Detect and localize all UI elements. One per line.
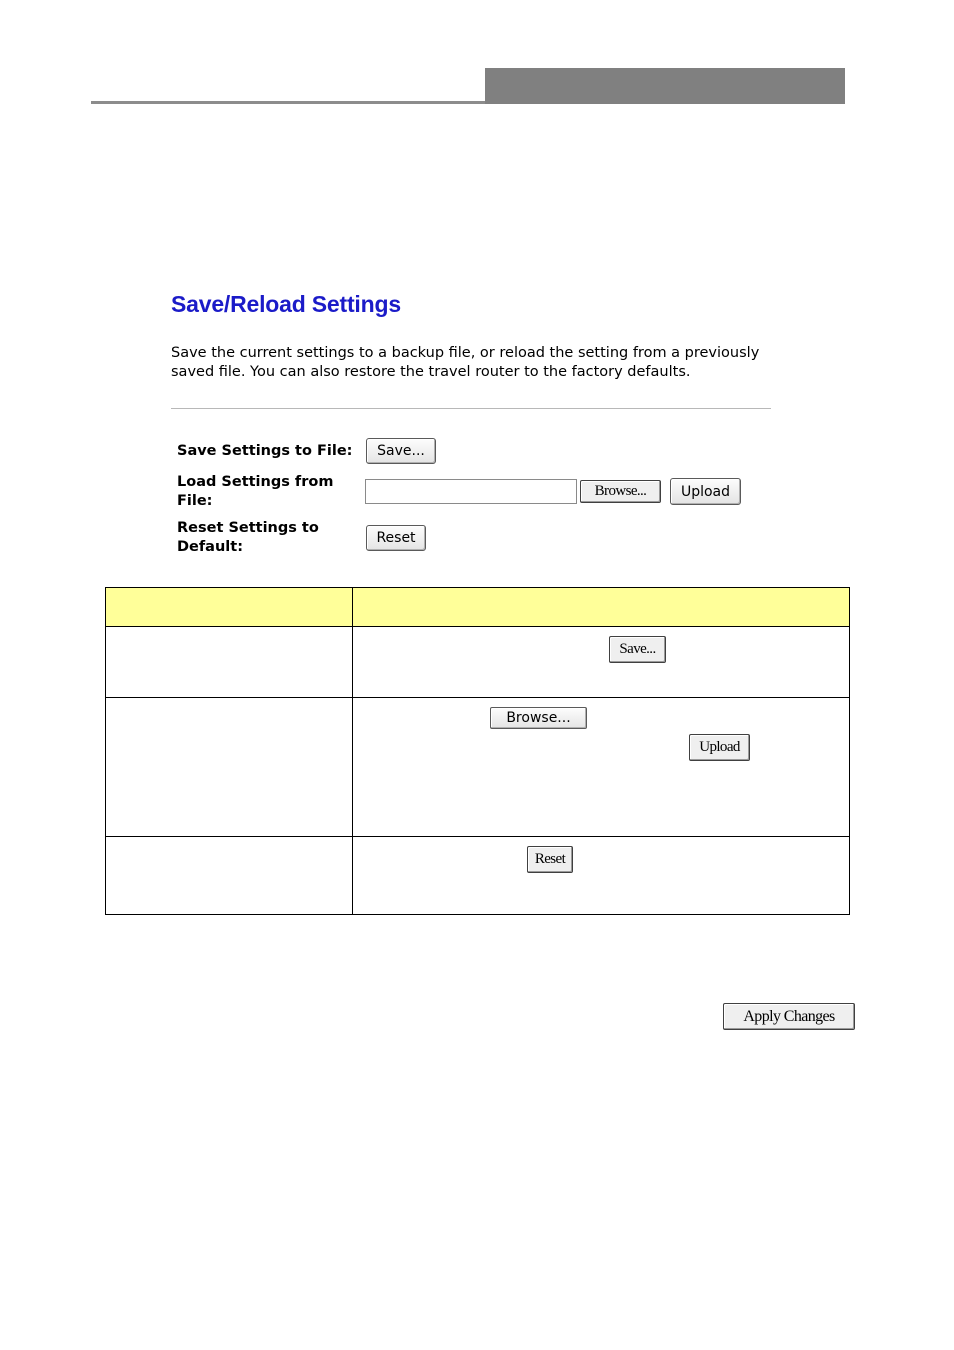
- load-settings-label: Load Settings from File:: [177, 474, 334, 509]
- table-row: [106, 697, 849, 836]
- settings-file-input[interactable]: [365, 479, 577, 504]
- column-divider: [352, 588, 353, 914]
- divider: [171, 408, 771, 409]
- table-reset-button[interactable]: Reset: [527, 846, 573, 873]
- apply-changes-button[interactable]: Apply Changes: [723, 1003, 855, 1030]
- table-save-button[interactable]: Save...: [609, 636, 666, 663]
- page-title: Save/Reload Settings: [171, 291, 401, 317]
- header-rule: [91, 101, 485, 104]
- parameter-table: [105, 587, 850, 915]
- page-description: Save the current settings to a backup file, or reload the setting from a previously saved file. You can also restore the travel router to the factory defaults.: [171, 345, 760, 380]
- reset-button[interactable]: Reset: [366, 525, 426, 551]
- table-header: [106, 588, 849, 626]
- table-row: [106, 836, 849, 915]
- table-row: [106, 626, 849, 697]
- table-browse-button[interactable]: Browse...: [490, 707, 587, 729]
- header-bar: [485, 68, 845, 104]
- save-settings-label: Save Settings to File:: [177, 443, 353, 459]
- upload-button[interactable]: Upload: [670, 478, 741, 505]
- reset-settings-label: Reset Settings to Default:: [177, 520, 319, 555]
- save-reload-settings-panel: [168, 285, 780, 570]
- table-upload-button[interactable]: Upload: [689, 734, 750, 761]
- browse-button[interactable]: Browse...: [580, 480, 661, 503]
- save-button[interactable]: Save...: [366, 438, 436, 464]
